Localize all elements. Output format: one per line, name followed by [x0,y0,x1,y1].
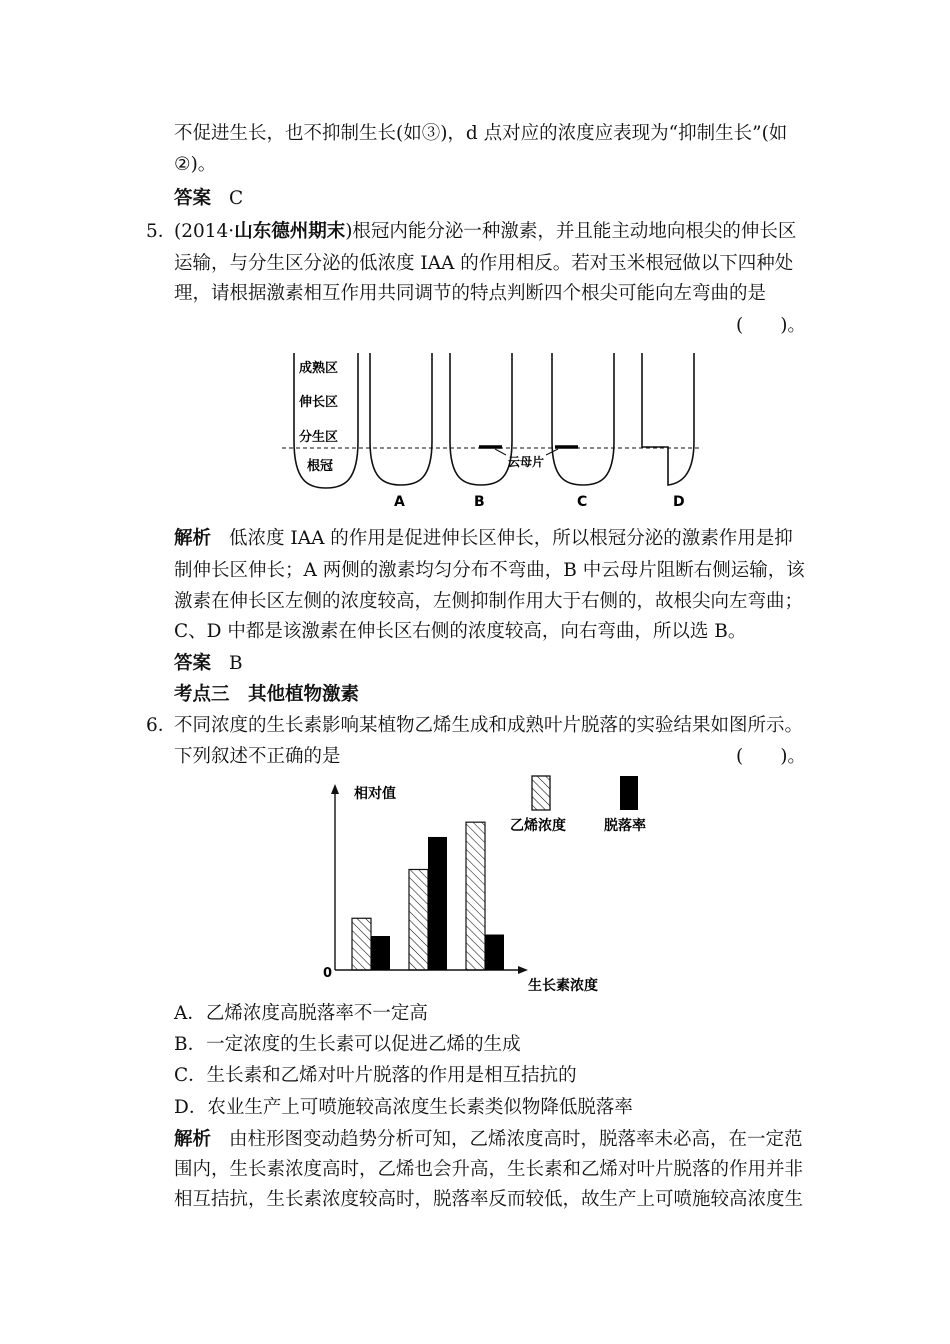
text-line-2: ②)。 [174,154,217,175]
option-B: B．一定浓度的生长素可以促进乙烯的生成 [174,1034,521,1055]
question-5-line-1 [174,220,796,244]
q5-text: )根冠内能分泌一种激素，并且能主动地向根尖的伸长区 [345,221,797,242]
bar-series-1-group-1 [428,837,447,970]
root-label-D: D [673,494,685,510]
bar-chart [310,770,650,1000]
question-6-line-1: 不同浓度的生长素影响某植物乙烯生成和成熟叶片脱落的实验结果如图所示。 [174,715,804,736]
bar-series-0-group-2 [466,822,485,970]
question-6-line-2: 下列叙述不正确的是 [174,746,341,767]
root-label-C: C [577,494,588,510]
answer-2 [174,652,243,676]
option-A: A．乙烯浓度高脱落率不一定高 [174,1003,428,1024]
answer-label: 答案 [174,188,212,209]
question-5-number: 5． [146,221,177,242]
zone-label-1: 成熟区 [299,361,339,376]
q5-source: 山东德州期末 [234,221,346,242]
text-line-1: 不促进生长，也不抑制生长(如③)，d 点对应的浓度应表现为“抑制生长”(如 [174,123,788,144]
legend-swatch-abscission [620,776,638,810]
explanation-6-line-1 [174,1128,803,1152]
root-C-outline [552,353,614,485]
option-D: D．农业生产上可喷施较高浓度生长素类似物降低脱落率 [174,1097,633,1118]
mica-pointer-left [495,449,506,455]
explanation-5-line-1 [174,527,793,551]
mica-label: 云母片 [508,455,545,469]
root-B-outline [450,353,512,485]
legend-label-ethylene: 乙烯浓度 [510,818,566,834]
x-axis-arrow [518,966,528,974]
answer-value: C [229,188,244,209]
root-tip-figure [280,345,710,515]
zone-label-2: 伸长区 [299,395,339,410]
answer-label: 答案 [174,653,212,674]
zone-label-3: 分生区 [299,430,339,445]
root-A-outline [370,353,432,485]
explanation-5-line-2: 制伸长区伸长；A 两侧的激素均匀分布不弯曲，B 中云母片阻断右侧运输，该 [174,560,805,581]
legend-label-abscission: 脱落率 [604,818,646,834]
section-heading: 考点三 其他植物激素 [174,684,360,705]
explanation-text: 由柱形图变动趋势分析可知，乙烯浓度高时，脱落率未必高，在一定范 [229,1129,803,1150]
question-6-answer-blank: ( )。 [736,746,806,767]
legend-swatch-ethylene [532,776,550,810]
bar-series-0-group-0 [352,918,371,970]
answer-value: B [229,653,243,674]
origin-label: 0 [323,966,333,981]
explanation-5-line-3: 激素在伸长区左侧的浓度较高，左侧抑制作用大于右侧的，故根尖向左弯曲； [174,591,804,612]
answer-1 [174,187,243,211]
question-5-answer-blank: ( )。 [736,315,806,336]
zone-label-4: 根冠 [307,459,334,474]
explanation-label: 解析 [174,528,212,549]
explanation-text: 低浓度 IAA 的作用是促进伸长区伸长，所以根冠分泌的激素作用是抑 [229,528,793,549]
x-axis-label: 生长素浓度 [528,978,598,994]
root-label-A: A [394,494,405,510]
explanation-6-line-2: 围内，生长素浓度高时，乙烯也会升高，生长素和乙烯对叶片脱落的作用并非 [174,1159,804,1180]
bar-series-1-group-2 [485,935,504,970]
explanation-5-line-4: C、D 中都是该激素在伸长区右侧的浓度较高，向右弯曲，所以选 B。 [174,621,747,642]
root-label-B: B [474,494,485,510]
explanation-label: 解析 [174,1129,212,1150]
y-axis-label: 相对值 [354,786,396,802]
explanation-6-line-3: 相互拮抗，生长素浓度较高时，脱落率反而较低，故生产上可喷施较高浓度生 [174,1189,804,1210]
option-C: C．生长素和乙烯对叶片脱落的作用是相互拮抗的 [174,1065,577,1086]
q5-year: (2014· [174,221,235,242]
bar-series-1-group-0 [371,936,390,970]
y-axis-arrow [331,784,339,794]
question-5-line-2: 运输，与分生区分泌的低浓度 IAA 的作用相反。若对玉米根冠做以下四种处 [174,253,794,274]
root-D-outline [642,353,694,485]
question-6-number: 6． [146,715,177,736]
question-5-line-3: 理，请根据激素相互作用共同调节的特点判断四个根尖可能向左弯曲的是 [174,283,767,304]
bar-series-0-group-1 [409,869,428,970]
